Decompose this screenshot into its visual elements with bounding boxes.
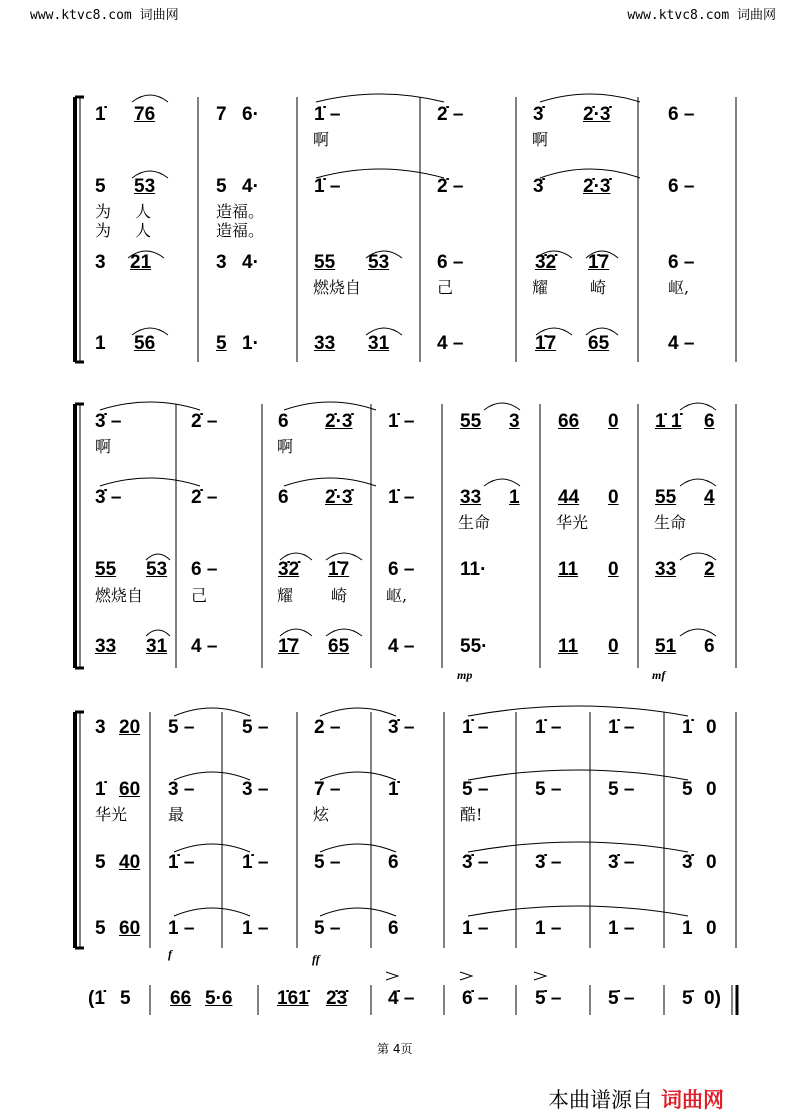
lyric: 耀 — [532, 278, 549, 297]
lyric: 华光 — [95, 805, 128, 824]
dynamic-mark: mf — [652, 668, 666, 682]
note: 0 — [608, 487, 619, 508]
note: 1 – — [242, 918, 269, 939]
note: 60 — [119, 918, 141, 939]
note: 4· — [242, 176, 259, 197]
note: 4 – — [668, 333, 695, 354]
lyric: 岖, — [668, 278, 690, 297]
note: 5 — [95, 176, 106, 197]
note: 6̇ – — [462, 988, 489, 1009]
note: 3 — [509, 411, 520, 432]
note: 1̇ — [388, 779, 399, 800]
note: 3 — [95, 252, 106, 273]
note: 0 — [706, 852, 717, 873]
lyric: 耀 — [277, 586, 294, 605]
note: 6 — [388, 918, 399, 939]
note: 3̇ – — [462, 852, 489, 873]
note: 1̇ – — [462, 717, 489, 738]
note: 1̇7 — [278, 636, 300, 657]
note: 5 – — [535, 779, 562, 800]
note: 3̇2̇ — [535, 252, 557, 273]
lyric: 啊 — [95, 437, 112, 456]
note: 5 — [216, 176, 227, 197]
lyric: 炫 — [313, 805, 330, 824]
note: 3 — [216, 252, 227, 273]
note: 6 – — [668, 252, 695, 273]
lyric: 人 — [135, 202, 152, 221]
note: 1̇ – — [314, 104, 341, 125]
lyric: 崎 — [331, 586, 348, 605]
lyric: 造福。 — [216, 202, 265, 221]
header-left: www.ktvc8.com 词曲网 — [30, 8, 179, 23]
note: 3̇ – — [95, 487, 122, 508]
note: 3 — [95, 717, 106, 738]
note: 1̇ 1̇ — [655, 411, 682, 432]
note: 2 – — [314, 717, 341, 738]
lyric: 为 — [95, 202, 112, 221]
note: 31 — [146, 636, 168, 657]
note: 1̇ — [95, 779, 106, 800]
note: 2̇·3̇ — [325, 487, 353, 508]
note: 5 — [120, 988, 131, 1009]
note: 53 — [368, 252, 390, 273]
note: 1· — [242, 333, 259, 354]
note: 2̇ – — [437, 176, 464, 197]
note: 51 — [655, 636, 677, 657]
note: 3 – — [168, 779, 195, 800]
note: 1 – — [608, 918, 635, 939]
lyric: 生命 — [458, 513, 491, 532]
note: 66 — [558, 411, 580, 432]
note: 6 – — [388, 559, 415, 580]
note: 2̇3̇ — [326, 988, 348, 1009]
note: 3 – — [242, 779, 269, 800]
note: (1̇ — [88, 988, 105, 1009]
note: 3̇ — [533, 104, 544, 125]
header-right: www.ktvc8.com 词曲网 — [627, 8, 776, 23]
dynamic-mark: ff — [312, 952, 320, 966]
note: 1̇7 — [535, 333, 557, 354]
note: 1̇ — [682, 717, 693, 738]
note: 1̇ – — [168, 852, 195, 873]
lyric: 造福。 — [216, 221, 265, 240]
note: 0) — [704, 988, 721, 1009]
lyric: 为 — [95, 221, 112, 240]
lyric: 啊 — [313, 130, 330, 149]
note: 6 – — [191, 559, 218, 580]
note: 1̇ – — [388, 487, 415, 508]
note: 5 — [95, 918, 106, 939]
note: 60 — [119, 779, 141, 800]
note: 5 — [682, 779, 693, 800]
note: 53 — [134, 176, 156, 197]
note: 1 — [682, 918, 693, 939]
lyric: 己 — [437, 278, 454, 297]
note: 5 — [95, 852, 106, 873]
lyric: 燃烧自 — [313, 278, 362, 297]
note: 0 — [706, 717, 717, 738]
note: 6 – — [668, 104, 695, 125]
note: 0 — [706, 918, 717, 939]
note: 65 — [328, 636, 350, 657]
note: 33 — [314, 333, 336, 354]
note: 5̇ – — [608, 988, 635, 1009]
lyric: 燃烧自 — [95, 586, 144, 605]
note: 65 — [588, 333, 610, 354]
note: 11 — [558, 636, 579, 657]
note: 3̇ — [533, 176, 544, 197]
note: 33 — [460, 487, 482, 508]
note: 55 — [95, 559, 117, 580]
note: 55 — [655, 487, 677, 508]
note: 1 – — [168, 918, 195, 939]
note: 55 — [460, 411, 482, 432]
note: 2 — [704, 559, 715, 580]
note: 5̇ — [682, 988, 693, 1009]
note: 3̇2̇ — [278, 559, 300, 580]
note: 6 — [278, 487, 289, 508]
note: 1̇ – — [388, 411, 415, 432]
note: 0 — [608, 411, 619, 432]
lyric: 酷! — [460, 805, 483, 824]
note: 6 – — [437, 252, 464, 273]
note: 3̇ — [682, 852, 693, 873]
note: 1̇7 — [328, 559, 350, 580]
note: 11 — [558, 559, 579, 580]
note: 40 — [119, 852, 141, 873]
lyric: 华光 — [556, 513, 589, 532]
note: 33 — [655, 559, 677, 580]
note: 2̇ – — [191, 411, 218, 432]
dynamic-mark: f — [168, 947, 172, 961]
lyric: 生命 — [654, 513, 687, 532]
note: 1̇ – — [535, 717, 562, 738]
note: 5 – — [608, 779, 635, 800]
dynamic-mark: mp — [457, 668, 473, 682]
note: 33 — [95, 636, 117, 657]
note: 31 — [368, 333, 390, 354]
note: 2̇·3̇ — [583, 176, 611, 197]
note: 6 — [704, 411, 715, 432]
note: 1̇7 — [588, 252, 610, 273]
note: 6· — [242, 104, 259, 125]
lyric: 己 — [191, 586, 208, 605]
note: 44 — [558, 487, 580, 508]
note: 21 — [130, 252, 152, 273]
note: 7 — [216, 104, 227, 125]
note: 1̇ — [95, 104, 106, 125]
note: 20 — [119, 717, 141, 738]
note: 4 – — [388, 636, 415, 657]
note: 6 – — [668, 176, 695, 197]
note: 5 – — [314, 918, 341, 939]
note: 6 — [388, 852, 399, 873]
note: 2̇·3̇ — [325, 411, 353, 432]
note: 0 — [608, 636, 619, 657]
note: 1 – — [462, 918, 489, 939]
lyric: 人 — [135, 221, 152, 240]
note: 76 — [134, 104, 156, 125]
note: 0 — [706, 779, 717, 800]
note: 3̇ – — [535, 852, 562, 873]
lyric: 啊 — [277, 437, 294, 456]
page-number: 第 4页 — [377, 1042, 413, 1056]
note: 1̇ – — [242, 852, 269, 873]
note: 1 — [509, 487, 520, 508]
note: 55· — [460, 636, 488, 657]
note: 4· — [242, 252, 259, 273]
note: 6 — [704, 636, 715, 657]
note: 5 — [216, 333, 227, 354]
note: 56 — [134, 333, 156, 354]
brand-prefix: 本曲谱源自 — [548, 1088, 653, 1112]
note: 5̇ – — [535, 988, 562, 1009]
note: 5 – — [314, 852, 341, 873]
lyric: 最 — [168, 805, 185, 824]
note: 0 — [608, 559, 619, 580]
note: 53 — [146, 559, 168, 580]
note: 1̇61̇ — [277, 988, 309, 1009]
note: 6 — [278, 411, 289, 432]
note: 11· — [460, 559, 487, 580]
note: 66 — [170, 988, 192, 1009]
note: 1̇ – — [608, 717, 635, 738]
lyric: 啊 — [532, 130, 549, 149]
note: 2̇ – — [191, 487, 218, 508]
brand-name: 词曲网 — [661, 1088, 724, 1112]
note: 5 – — [168, 717, 195, 738]
note: 2̇ – — [437, 104, 464, 125]
source-brand — [548, 1084, 724, 1114]
note: 1̇ – — [314, 176, 341, 197]
note: 7 – — [314, 779, 341, 800]
note: 5·6 — [205, 988, 233, 1009]
note: 5 – — [242, 717, 269, 738]
note: 4 – — [191, 636, 218, 657]
note: 4̇ – — [388, 988, 415, 1009]
note: 3̇ – — [388, 717, 415, 738]
note: 4 — [704, 487, 715, 508]
note: 1 — [95, 333, 106, 354]
lyric: 岖, — [386, 586, 408, 605]
note: 1 – — [535, 918, 562, 939]
note: 55 — [314, 252, 336, 273]
note: 5 – — [462, 779, 489, 800]
lyric: 崎 — [590, 278, 607, 297]
note: 2̇·3̇ — [583, 104, 611, 125]
note: 4 – — [437, 333, 464, 354]
note: 3̇ – — [95, 411, 122, 432]
note: 3̇ – — [608, 852, 635, 873]
